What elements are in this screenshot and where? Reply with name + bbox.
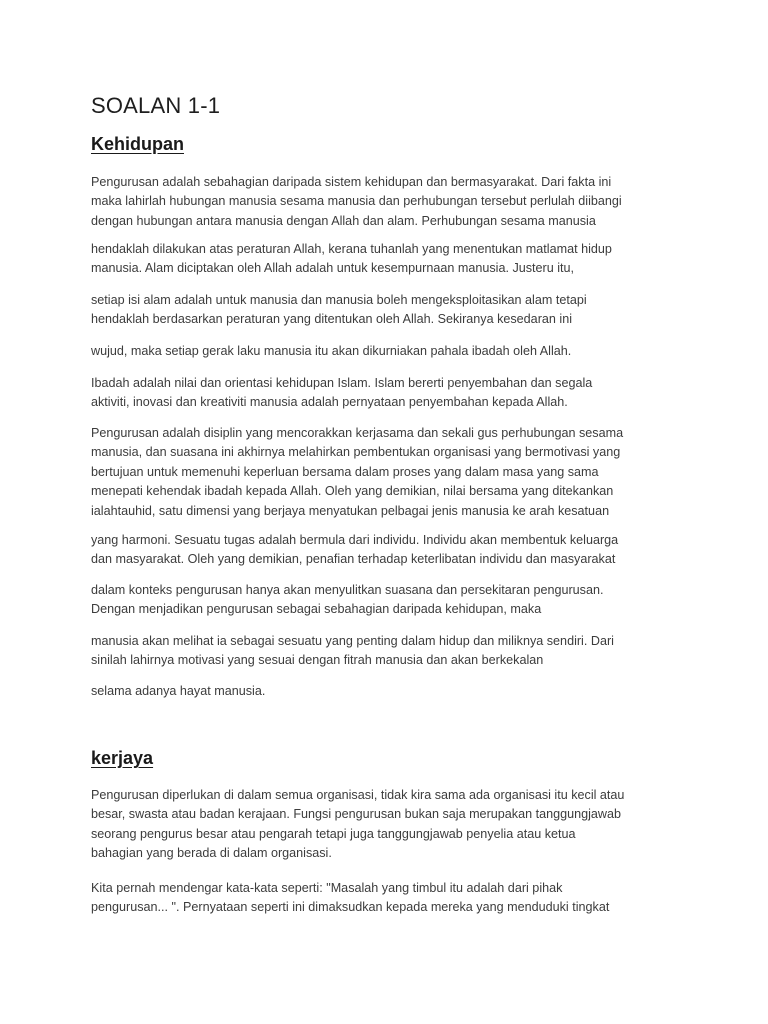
document-title: SOALAN 1-1 — [91, 93, 221, 118]
text-line: manusia, dan suasana ini akhirnya melahirkan pembentukan organisasi yang bermotivasi yang — [91, 445, 621, 460]
paragraph — [91, 342, 691, 361]
text-line: Ibadah adalah nilai dan orientasi kehidupan Islam. Islam bererti penyembahan dan segala — [91, 376, 593, 390]
text-line: bertujuan untuk memenuhi keperluan bersama dalam proses yang dalam masa yang sama — [91, 464, 599, 479]
text-line: dan masyarakat. Oleh yang demikian, penafian terhadap keterlibatan individu dan masyarakat — [91, 552, 616, 567]
text-line: selama adanya hayat manusia. — [91, 684, 266, 698]
paragraph — [91, 240, 691, 279]
paragraph — [91, 581, 691, 620]
text-line: menepati kehendak ibadah kepada Allah. Oleh yang demikian, nilai bersama yang ditekankan — [91, 484, 614, 499]
text-line: Pengurusan diperlukan di dalam semua organisasi, tidak kira sama ada organisasi itu kecil atau — [91, 788, 625, 802]
text-line: dalam konteks pengurusan hanya akan menyulitkan suasana dan persekitaran pengurusan. — [91, 583, 604, 597]
section-heading-kerjaya: kerjaya — [91, 748, 154, 768]
text-line: Kita pernah mendengar kata-kata seperti: "Masalah yang timbul itu adalah dari pihak — [91, 881, 563, 895]
text-line: sinilah lahirnya motivasi yang sesuai dengan fitrah manusia dan akan berkekalan — [91, 653, 544, 668]
text-line: hendaklah berdasarkan peraturan yang ditentukan oleh Allah. Sekiranya kesedaran ini — [91, 312, 572, 327]
text-line: yang harmoni. Sesuatu tugas adalah bermula dari individu. Individu akan membentuk keluarga — [91, 533, 619, 547]
text-line: manusia akan melihat ia sebagai sesuatu yang penting dalam hidup dan miliknya sendiri. Dari — [91, 634, 614, 648]
text-line: ialahtauhid, satu dimensi yang berjaya menyatukan pelbagai jenis manusia ke arah kesatuan — [91, 503, 610, 518]
text-line: Dengan menjadikan pengurusan sebagai sebahagian daripada kehidupan, maka — [91, 602, 542, 617]
text-line: Pengurusan adalah disiplin yang mencorakkan kerjasama dan sekali gus perhubungan sesama — [91, 426, 624, 440]
text-line: manusia. Alam diciptakan oleh Allah adalah untuk kesempurnaan manusia. Justeru itu, — [91, 261, 575, 276]
paragraph — [91, 291, 691, 330]
text-line: seorang pengurus besar atau pengarah tetapi juga tanggungjawab penyelia atau ketua — [91, 826, 576, 841]
text-line: setiap isi alam adalah untuk manusia dan manusia boleh mengeksploitasikan alam tetapi — [91, 293, 587, 307]
paragraph — [91, 682, 691, 701]
text-line: pengurusan... ". Pernyataan seperti ini dimaksudkan kepada mereka yang menduduki tingkat — [91, 900, 610, 915]
text-line: bahagian yang berada di dalam organisasi. — [91, 846, 332, 861]
text-line: wujud, maka setiap gerak laku manusia itu akan dikurniakan pahala ibadah oleh Allah. — [91, 344, 572, 358]
text-line: maka lahirlah hubungan manusia sesama manusia dan perhubungan tersebut perlulah diibangi — [91, 194, 622, 209]
text-line: Pengurusan adalah sebahagian daripada sistem kehidupan dan bermasyarakat. Dari fakta ini — [91, 175, 612, 189]
paragraph — [91, 632, 691, 671]
paragraph — [91, 531, 691, 570]
text-line: hendaklah dilakukan atas peraturan Allah, kerana tuhanlah yang menentukan matlamat hidup — [91, 242, 612, 256]
text-line: aktiviti, inovasi dan kreativiti manusia adalah pernyataan penyembahan kepada Allah. — [91, 395, 568, 410]
section-heading-kehidupan: Kehidupan — [91, 134, 184, 154]
text-line: besar, swasta atau badan kerajaan. Fungsi pengurusan bukan saja merupakan tanggungjawab — [91, 807, 622, 822]
text-line: dengan hubungan antara manusia dengan Allah dan alam. Perhubungan sesama manusia — [91, 213, 596, 228]
paragraph — [91, 879, 691, 918]
paragraph — [91, 786, 691, 864]
paragraph — [91, 424, 691, 521]
paragraph — [91, 374, 691, 413]
paragraph — [91, 173, 691, 231]
